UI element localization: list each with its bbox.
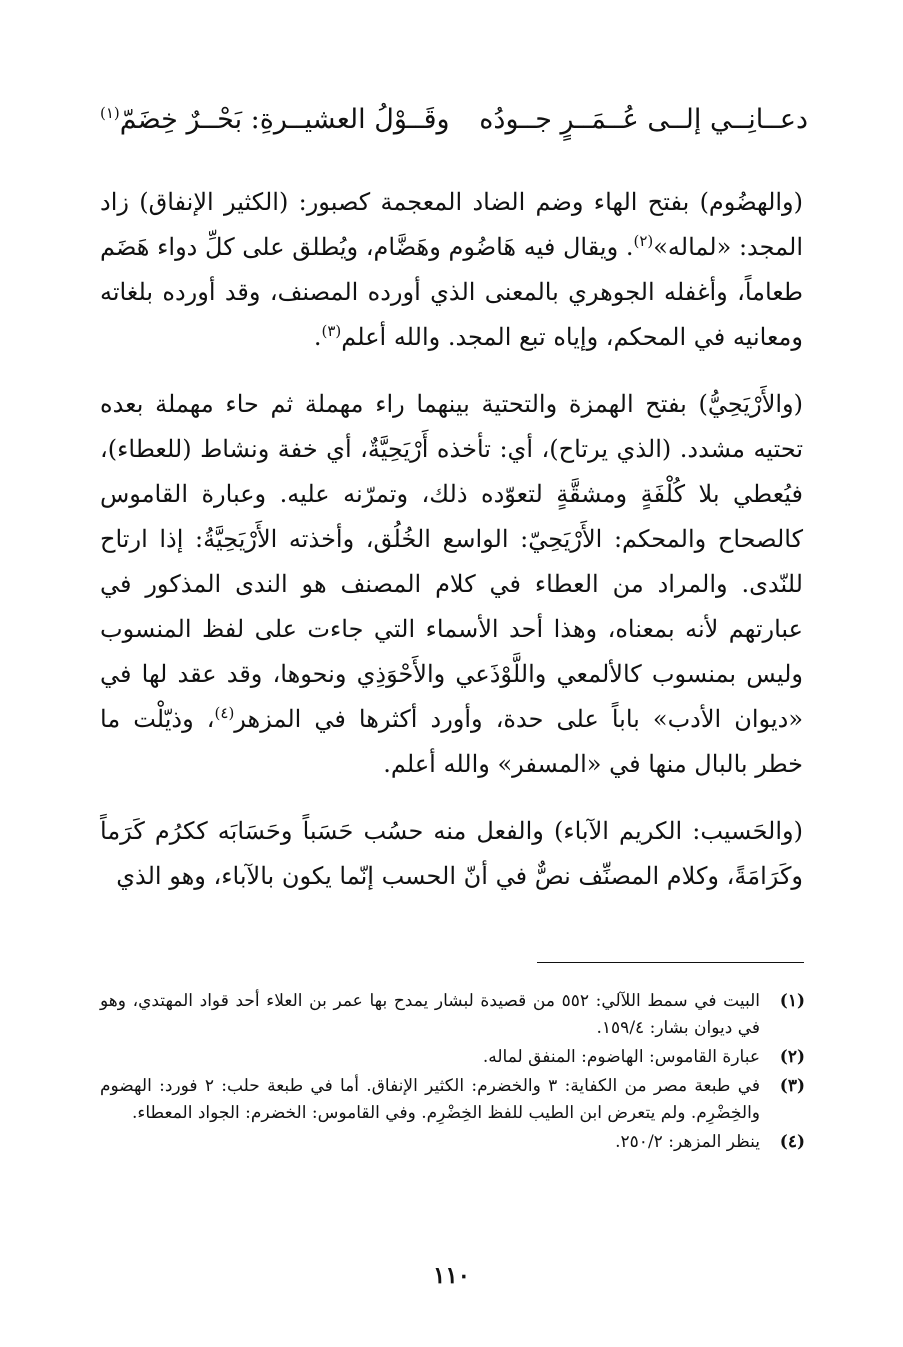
footnote-item [100, 1129, 805, 1156]
footnote-text: عبارة القاموس: الهاضوم: المنفق لماله. [482, 1047, 760, 1067]
paragraph-text: (والحَسيب: الكريم الآباء) والفعل منه حسُب حَسَباً وحَسَابَه ككرُم كَرَماً وكَرَامَةً، وكلام المصنِّف نصٌّ في أنّ الحسب إنّما يكون بالآباء، وهو الذي [100, 817, 803, 890]
footnote-ref[interactable]: (٢) [633, 232, 654, 250]
footnote-item [100, 1073, 805, 1127]
verse-right-hemistich: دعــانِــي إلــى عُــمَــرٍ جــودُه [479, 104, 808, 135]
footnote-number: (١) [779, 991, 805, 1011]
footnote-item [100, 1044, 805, 1071]
poetry-verse [100, 100, 808, 140]
paragraph-text: (والأَرْيَحِيُّ) بفتح الهمزة والتحتية بينهما راء مهملة ثم حاء مهملة بعده تحتيه مشدد. (الذي يرتاح)، أي: تأخذه أَرْيَحِيَّةٌ، أي خفة ونشاط (للعطاء)، فيُعطي بلا كُلْفَةٍ ومشقَّةٍ لتعوّده ذلك، وتمرّنه عليه. وعبارة القاموس كالصحاح والمحكم: الأَرْيَحِيّ: الواسع الخُلُق، وأخذته الأَرْيَحِيَّةُ: إذا ارتاح للنّدى. والمراد من العطاء في كلام المصنف هو الندى المذكور في عبارتهم لأنه بمعناه، وهذا أحد الأسماء التي جاءت على لفظ المنسوب وليس بمنسوب كالألمعي واللَّوْذَعي والأَحْوَذِي ونحوها، وقد عقد لها في «ديوان الأدب» باباً على حدة، وأورد أكثرها في المزهر [100, 390, 804, 733]
footnote-text: في طبعة مصر من الكفاية: ٣ والخضرم: الكثير الإنفاق. أما في طبعة حلب: ٢ فورد: الهضوم والخِضْرِم. ولم يتعرض ابن الطيب للفظ الخِضْرِم. وفي القاموس: الخضرم: الجواد المعطاء. [100, 1076, 760, 1123]
paragraph-text: . ويقال فيه هَاضُوم وهَضَّام، ويُطلق على كلِّ دواء هَضَم طعاماً، وأغفله الجوهري بالمعنى الذي أورده المصنف، وقد أورده بلغاته ومعانيه في المحكم، وإياه تبع المجد. والله أعلم [100, 233, 803, 351]
footnote-ref[interactable]: (١) [100, 104, 120, 122]
paragraph-hadum [100, 180, 803, 360]
paragraph-end: . [313, 323, 322, 351]
footnote-text: البيت في سمط اللآلي: ٥٥٢ من قصيدة لبشار يمدح بها عمر بن العلاء أحد قواد المهتدي، وهو في ديوان بشار: ١٥٩/٤. [100, 991, 760, 1038]
verse-left-hemistich [100, 100, 450, 140]
page-number: ١١٠ [432, 1262, 471, 1289]
footnote-ref[interactable]: (٣) [321, 322, 342, 340]
paragraph-aryahi [100, 382, 803, 787]
footnote-separator [537, 962, 804, 963]
paragraph-text: (والهضُوم) بفتح الهاء وضم الضاد المعجمة كصبور: (الكثير الإنفاق) زاد المجد: «لماله» [100, 188, 803, 261]
footnote-number: (٤) [779, 1132, 805, 1152]
footnote-text: ينظر المزهر: ٢٥٠/٢. [615, 1132, 760, 1152]
paragraph-text: ، وذيّلْت ما خطر بالبال منها في «المسفر» والله أعلم. [100, 705, 803, 778]
body-text [100, 180, 803, 899]
footnote-ref[interactable]: (٤) [214, 704, 235, 722]
verse-left-text: وقَــوْلُ العشيــرةِ: بَحْــرٌ خِضَمّ [119, 104, 450, 135]
footnote-number: (٢) [779, 1047, 805, 1067]
footnotes [100, 988, 805, 1158]
footnote-number: (٣) [779, 1076, 805, 1096]
footnote-item [100, 988, 805, 1042]
paragraph-hasib [100, 809, 803, 899]
